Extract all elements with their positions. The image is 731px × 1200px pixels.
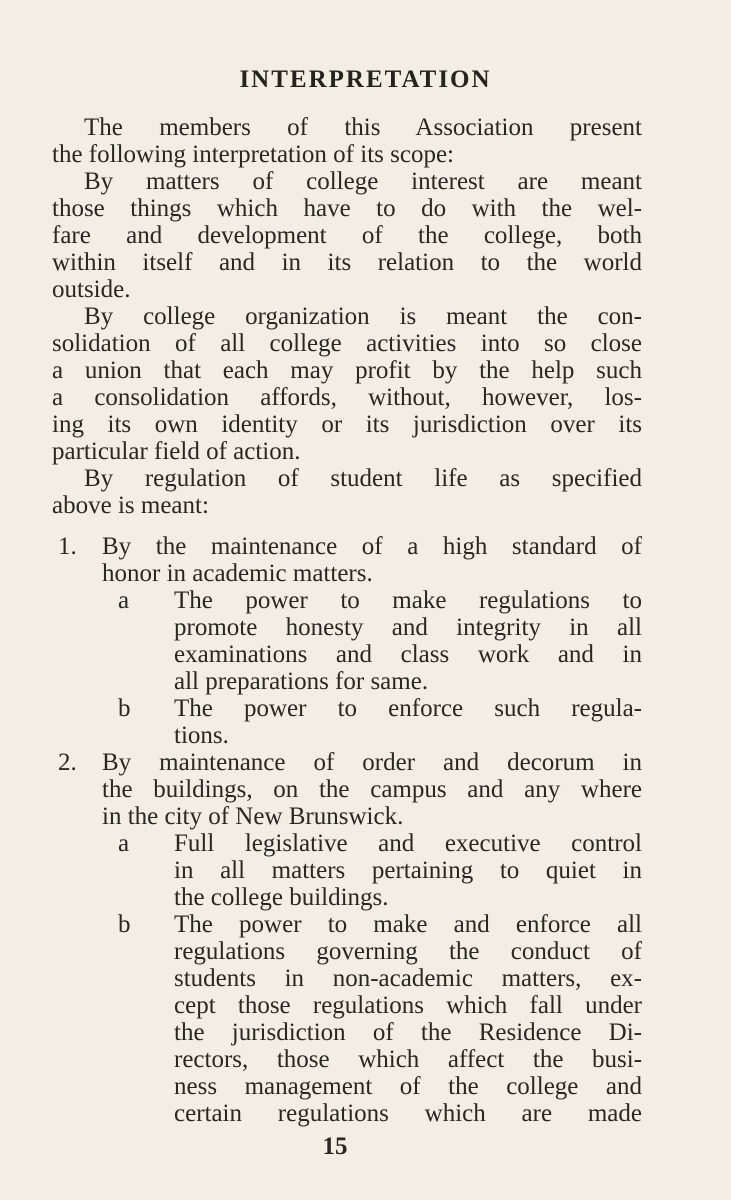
sublist-line: Full legislative and executive control <box>174 830 642 857</box>
list-number: 1. <box>58 533 77 560</box>
list-item-line: honor in academic matters. <box>102 560 373 587</box>
sublist-line: rectors, those which affect the busi- <box>174 1046 642 1073</box>
text-line: outside. <box>52 276 131 303</box>
sublist-line: cept those regulations which fall under <box>174 992 642 1019</box>
text-line: the following interpretation of its scope: <box>52 141 454 168</box>
sublist-letter: b <box>118 695 131 722</box>
sublist-letter: a <box>118 830 130 857</box>
list-number: 2. <box>58 749 77 776</box>
text-line: solidation of all college activities into so close <box>52 330 642 357</box>
sublist-line: tions. <box>174 722 229 749</box>
text-line: within itself and in its relation to the world <box>52 249 642 276</box>
sublist-letter: a <box>118 587 130 614</box>
text-line: above is meant: <box>52 492 209 519</box>
page-heading: INTERPRETATION <box>239 66 492 93</box>
list-item-line: the buildings, on the campus and any where <box>102 776 642 803</box>
text-line: a union that each may profit by the help such <box>52 357 642 384</box>
sublist-line: the jurisdiction of the Residence Di- <box>174 1019 642 1046</box>
sublist-line: The power to enforce such regula- <box>174 695 642 722</box>
text-line: particular field of action. <box>52 438 301 465</box>
sublist-line: The power to make and enforce all <box>174 911 642 938</box>
text-line: those things which have to do with the wel- <box>52 195 642 222</box>
text-line: ing its own identity or its jurisdiction over its <box>52 411 642 438</box>
list-item-line: in the city of New Brunswick. <box>102 803 404 830</box>
sublist-line: ness management of the college and <box>174 1073 642 1100</box>
list-item-line: By maintenance of order and decorum in <box>102 749 642 776</box>
text-line: The members of this Association present <box>84 114 642 141</box>
sublist-line: all preparations for same. <box>174 668 429 695</box>
text-line: By college organization is meant the con- <box>84 303 642 330</box>
sublist-letter: b <box>118 911 131 938</box>
sublist-line: regulations governing the conduct of <box>174 938 642 965</box>
sublist-line: the college buildings. <box>174 884 389 911</box>
text-line: By regulation of student life as specified <box>84 465 642 492</box>
text-line: fare and development of the college, both <box>52 222 642 249</box>
text-line: a consolidation affords, without, however, los- <box>52 384 642 411</box>
sublist-line: certain regulations which are made <box>174 1100 642 1127</box>
sublist-line: promote honesty and integrity in all <box>174 614 642 641</box>
sublist-line: in all matters pertaining to quiet in <box>174 857 642 884</box>
sublist-line: The power to make regulations to <box>174 587 642 614</box>
list-item-line: By the maintenance of a high standard of <box>102 533 642 560</box>
text-line: By matters of college interest are meant <box>84 168 642 195</box>
sublist-line: students in non-academic matters, ex- <box>174 965 642 992</box>
page-number: 15 <box>322 1133 348 1160</box>
sublist-line: examinations and class work and in <box>174 641 642 668</box>
